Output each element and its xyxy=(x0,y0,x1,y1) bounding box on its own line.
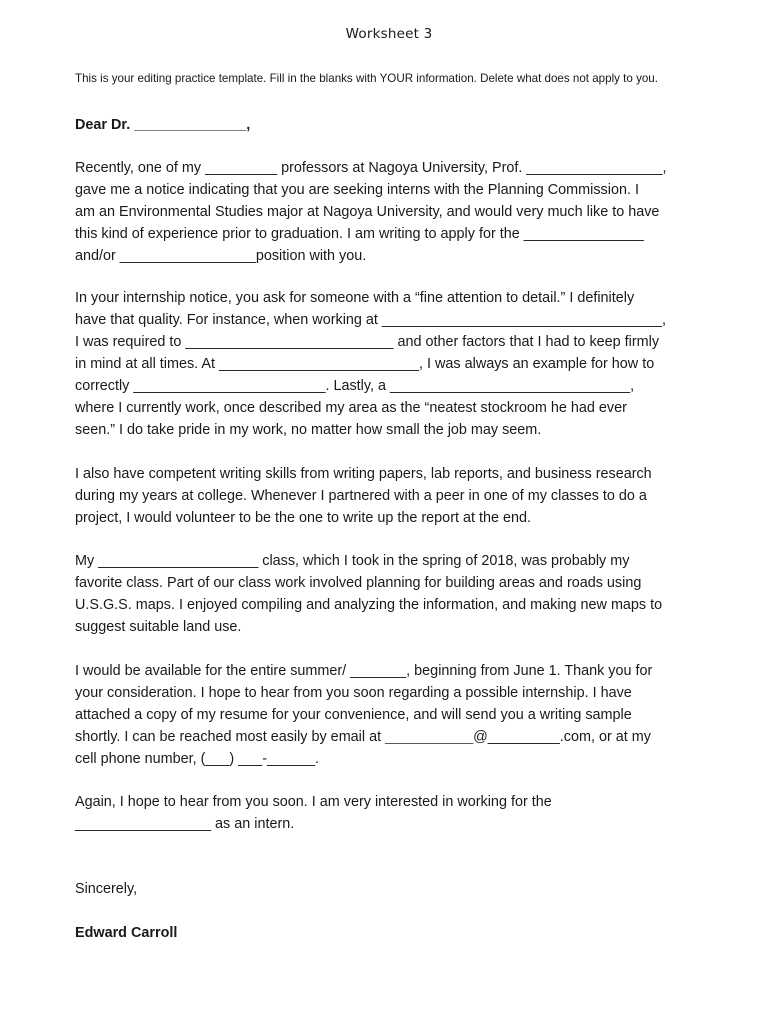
email-user-blank: ___________ xyxy=(385,729,474,745)
paragraph-line: Again, I hope to hear from you soon. I am very interested in working for the xyxy=(75,794,552,810)
paragraph-3 xyxy=(75,463,715,529)
paragraph-line: have that quality. For instance, when working at ___________________________________, xyxy=(75,312,667,328)
closing xyxy=(75,878,715,900)
paragraph-line: I would be available for the entire summer/ _______, beginning from June 1. Thank you for xyxy=(75,663,653,679)
salutation-text: Dear Dr. ______________, xyxy=(75,117,251,133)
worksheet-title: Worksheet 3 xyxy=(345,26,433,42)
signature xyxy=(75,922,715,944)
paragraph-6 xyxy=(75,791,715,835)
paragraph-line: and/or _________________position with you. xyxy=(75,248,367,264)
paragraph-line: this kind of experience prior to graduation. I am writing to apply for the _______________ xyxy=(75,226,644,242)
paragraph-line: in mind at all times. At _________________________, I was always an example for how to xyxy=(75,356,655,372)
paragraph-line: suggest suitable land use. xyxy=(75,619,242,635)
paragraph-line: where I currently work, once described my area as the “neatest stockroom he had ever xyxy=(75,400,627,416)
instructions-text: This is your editing practice template. Fill in the blanks with YOUR information. Delete what does not apply to you. xyxy=(75,72,658,85)
paragraph-line: your consideration. I hope to hear from you soon regarding a possible internship. I have xyxy=(75,685,632,701)
paragraph-line: I also have competent writing skills from writing papers, lab reports, and business research xyxy=(75,466,652,482)
email-line-prefix: shortly. I can be reached most easily by email at xyxy=(75,729,386,745)
paragraph-line: favorite class. Part of our class work involved planning for building areas and roads using xyxy=(75,575,642,591)
paragraph-line: during my years at college. Whenever I partnered with a peer in one of my classes to do a xyxy=(75,488,647,504)
paragraph-4 xyxy=(75,550,715,638)
paragraph-line: I was required to __________________________ and other factors that I had to keep firmly xyxy=(75,334,660,350)
email-line xyxy=(75,726,715,748)
paragraph-line: U.S.G.S. maps. I enjoyed compiling and analyzing the information, and making new maps to xyxy=(75,597,663,613)
paragraph-line: Recently, one of my _________ professors at Nagoya University, Prof. _________________, xyxy=(75,160,667,176)
paragraph-line: attached a copy of my resume for your convenience, and will send you a writing sample xyxy=(75,707,632,723)
paragraph-line: am an Environmental Studies major at Nagoya University, and would very much like to have xyxy=(75,204,660,220)
paragraph-line: gave me a notice indicating that you are seeking interns with the Planning Commission. I xyxy=(75,182,639,198)
email-line-suffix: @_________.com, or at my xyxy=(473,729,651,745)
paragraph-line: correctly ________________________. Lastly, a ______________________________, xyxy=(75,378,635,394)
paragraph-line: In your internship notice, you ask for someone with a “fine attention to detail.” I definitely xyxy=(75,290,635,306)
signature-name: Edward Carroll xyxy=(75,925,178,941)
closing-text: Sincerely, xyxy=(75,881,138,897)
paragraph-line: project, I would volunteer to be the one to write up the report at the end. xyxy=(75,510,531,526)
paragraph-line: _________________ as an intern. xyxy=(75,816,295,832)
paragraph-line: My ____________________ class, which I took in the spring of 2018, was probably my xyxy=(75,553,630,569)
paragraph-1 xyxy=(75,157,715,267)
paragraph-line: cell phone number, (___) ___-______. xyxy=(75,751,320,767)
paragraph-line: seen.” I do take pride in my work, no matter how small the job may seem. xyxy=(75,422,542,438)
salutation xyxy=(75,114,715,136)
paragraph-2 xyxy=(75,287,715,441)
paragraph-5 xyxy=(75,660,715,770)
